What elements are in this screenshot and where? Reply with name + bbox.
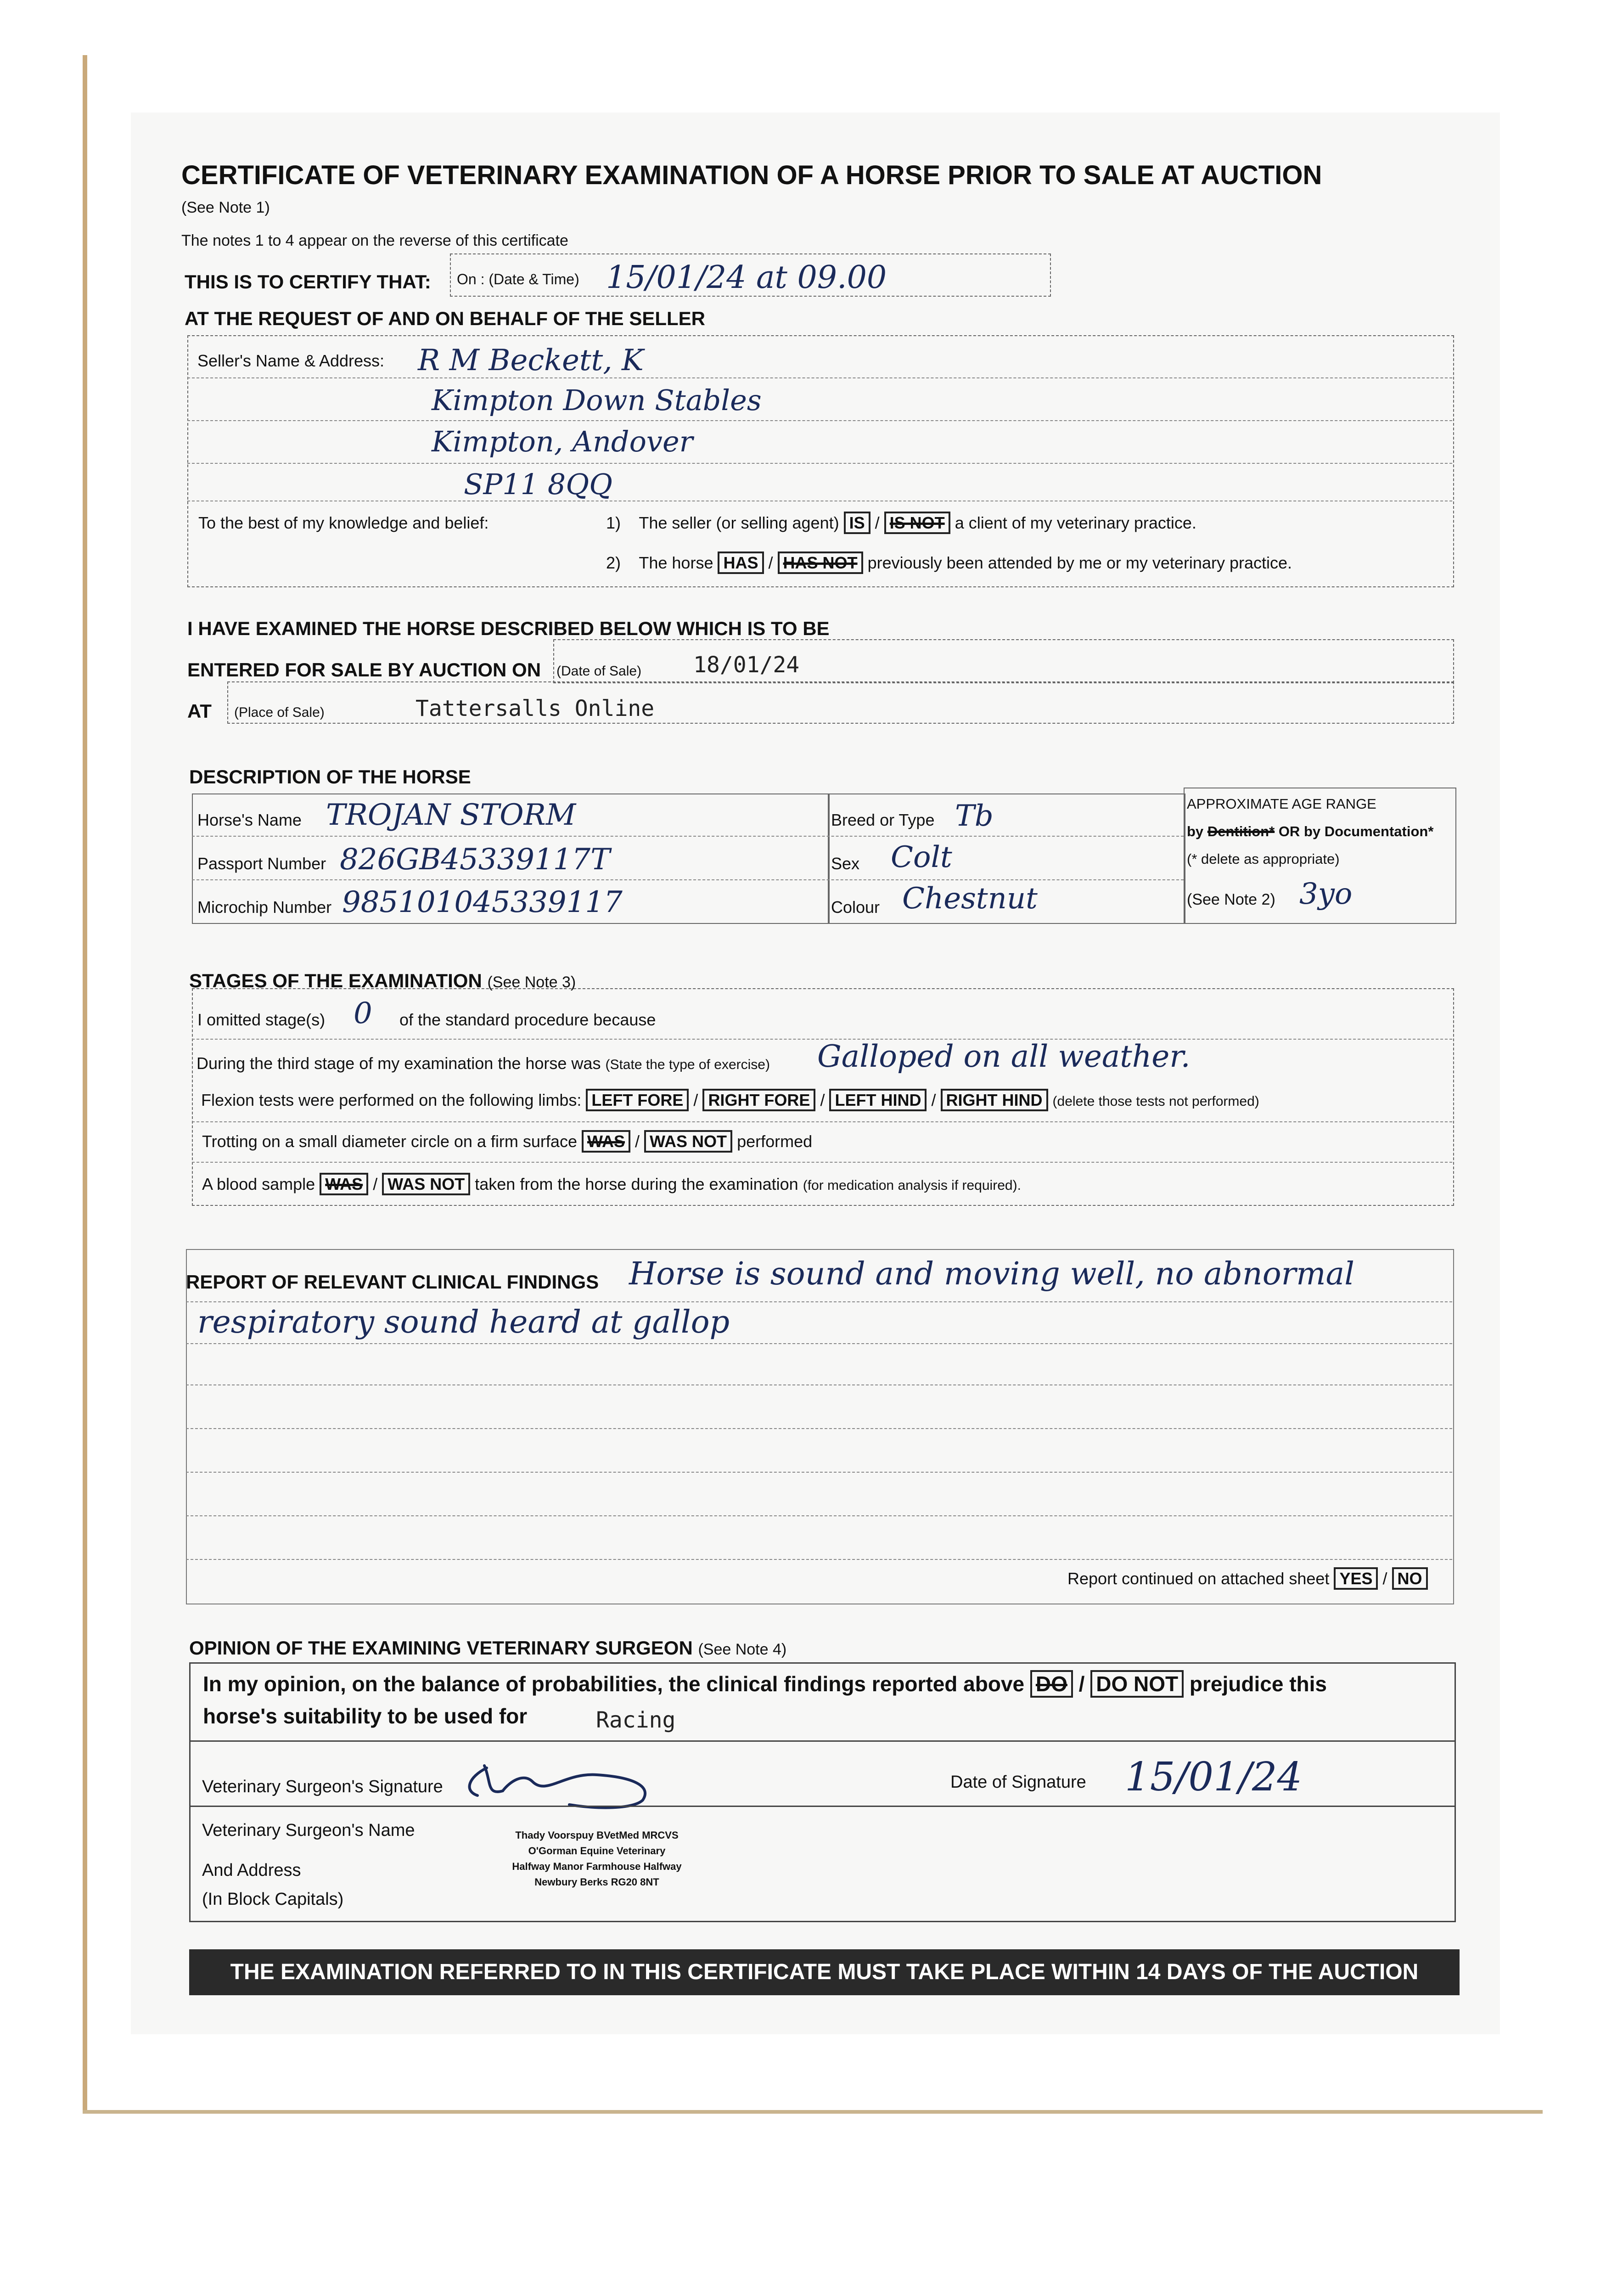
flexion-pre: Flexion tests were performed on the following limbs:	[201, 1091, 582, 1109]
attended-pre: The horse	[639, 553, 713, 572]
stages-title: STAGES OF THE EXAMINATION	[189, 970, 482, 991]
passport-value: 826GB45339117T	[340, 843, 610, 877]
opinion-statement	[203, 1671, 1327, 1696]
rule	[186, 1428, 1452, 1429]
separator: /	[768, 553, 773, 572]
opinion-title: OPINION OF THE EXAMINING VETERINARY SURGEON	[189, 1637, 693, 1659]
opinion-heading	[189, 1637, 786, 1659]
rule	[186, 1515, 1452, 1516]
third-stage-small: (State the type of exercise)	[605, 1057, 770, 1072]
sex-label: Sex	[831, 854, 860, 873]
rule	[189, 1740, 1456, 1742]
rule	[186, 1343, 1452, 1344]
attended-post: previously been attended by me or my veterinary practice.	[867, 553, 1292, 572]
age-or: OR	[1278, 823, 1300, 839]
vet-signature	[459, 1754, 661, 1814]
rule	[192, 836, 1184, 837]
report-continued	[1067, 1569, 1428, 1588]
breed-value: Tb	[955, 799, 994, 833]
trotting-was-not: WAS NOT	[644, 1130, 732, 1153]
rule	[186, 1301, 1452, 1302]
option-yes: YES	[1334, 1567, 1378, 1590]
client-post: a client of my veterinary practice.	[955, 513, 1196, 532]
flexion-post: (delete those tests not performed)	[1052, 1094, 1259, 1109]
entered-label: ENTERED FOR SALE BY AUCTION ON	[187, 659, 541, 681]
third-stage-value: Galloped on all weather.	[817, 1039, 1191, 1074]
knowledge-label: To the best of my knowledge and belief:	[198, 513, 489, 532]
rule	[187, 463, 1452, 464]
scan-edge-left	[83, 55, 87, 2112]
rule	[192, 1162, 1452, 1163]
separator: /	[931, 1091, 936, 1109]
report-line-1: Horse is sound and moving well, no abnormal	[629, 1256, 1354, 1292]
blood-post: taken from the horse during the examination	[475, 1175, 798, 1193]
sex-value: Colt	[891, 840, 952, 874]
horse-name-label: Horse's Name	[197, 810, 302, 829]
place-of-sale-field	[227, 681, 1454, 724]
option-do-not: DO NOT	[1090, 1670, 1184, 1698]
flexion-row	[201, 1091, 1259, 1110]
age-by: by	[1187, 823, 1204, 839]
vet-name-label: Veterinary Surgeon's Name	[202, 1821, 415, 1840]
rule	[192, 879, 1184, 880]
separator: /	[820, 1091, 825, 1109]
third-stage-label	[197, 1054, 770, 1073]
opinion-post: prejudice this	[1189, 1672, 1327, 1696]
blood-was-not: WAS NOT	[382, 1173, 470, 1195]
date-of-sale-label: (Date of Sale)	[556, 664, 642, 679]
notes-line: The notes 1 to 4 appear on the reverse of this certificate	[181, 232, 568, 249]
rule	[186, 1472, 1452, 1473]
date-of-sale-value: 18/01/24	[693, 652, 800, 678]
seller-line-1: R M Beckett, K	[418, 343, 644, 377]
document-title: CERTIFICATE OF VETERINARY EXAMINATION OF A HORSE PRIOR TO SALE AT AUCTION	[181, 160, 1322, 190]
age-documentation: by Documentation*	[1303, 823, 1434, 839]
flexion-left-fore: LEFT FORE	[586, 1089, 689, 1111]
breed-label: Breed or Type	[831, 810, 935, 829]
blood-row	[202, 1175, 1021, 1194]
age-dentition: Dentition*	[1207, 823, 1275, 839]
item-number: 1)	[606, 513, 621, 532]
client-statement	[606, 513, 1196, 533]
colour-value: Chestnut	[902, 882, 1038, 916]
separator: /	[875, 513, 880, 532]
microchip-label: Microchip Number	[197, 898, 332, 917]
blood-pre: A blood sample	[202, 1175, 315, 1193]
colour-label: Colour	[831, 898, 880, 917]
option-no: NO	[1392, 1567, 1428, 1590]
separator: /	[693, 1091, 698, 1109]
flexion-right-fore: RIGHT FORE	[702, 1089, 815, 1111]
date-time-value: 15/01/24 at 09.00	[606, 259, 887, 296]
horse-name-value: TROJAN STORM	[326, 798, 576, 832]
stages-note: (See Note 3)	[487, 974, 576, 991]
place-of-sale-label: (Place of Sale)	[234, 705, 325, 720]
title-note: (See Note 1)	[181, 199, 270, 216]
seller-line-2: Kimpton Down Stables	[432, 383, 762, 417]
seller-box	[187, 335, 1454, 587]
trotting-was: WAS	[582, 1130, 630, 1153]
seller-line-4: SP11 8QQ	[464, 467, 612, 501]
trotting-post: performed	[737, 1132, 813, 1151]
omitted-post: of the standard procedure because	[399, 1010, 656, 1029]
stamp-line: Newbury Berks RG20 8NT	[534, 1876, 659, 1888]
client-pre: The seller (or selling agent)	[639, 513, 839, 532]
flexion-right-hind: RIGHT HIND	[941, 1089, 1048, 1111]
place-of-sale-value: Tattersalls Online	[416, 696, 655, 721]
opinion-note: (See Note 4)	[698, 1641, 787, 1658]
rule	[186, 1384, 1452, 1385]
passport-label: Passport Number	[197, 854, 326, 873]
vet-stamp	[487, 1828, 707, 1890]
report-line-2: respiratory sound heard at gallop	[197, 1304, 730, 1340]
item-number: 2)	[606, 553, 621, 572]
date-of-sale-field	[553, 639, 1454, 683]
report-heading: REPORT OF RELEVANT CLINICAL FINDINGS	[186, 1271, 599, 1293]
blood-was: WAS	[320, 1173, 368, 1195]
stamp-line: Halfway Manor Farmhouse Halfway	[512, 1861, 682, 1872]
age-see-note: (See Note 2)	[1187, 891, 1275, 908]
attended-statement	[606, 553, 1292, 573]
report-continued-label: Report continued on attached sheet	[1067, 1569, 1330, 1588]
rule	[192, 1121, 1452, 1122]
examined-label: I HAVE EXAMINED THE HORSE DESCRIBED BELOW WHICH IS TO BE	[187, 618, 830, 639]
block-capitals-label: (In Block Capitals)	[202, 1890, 344, 1909]
certify-label: THIS IS TO CERTIFY THAT:	[185, 271, 431, 293]
description-heading: DESCRIPTION OF THE HORSE	[189, 766, 471, 788]
option-is: IS	[844, 512, 870, 534]
suitability-value: Racing	[596, 1707, 676, 1733]
separator: /	[373, 1175, 378, 1193]
seller-label: Seller's Name & Address:	[197, 351, 385, 370]
date-signature-label: Date of Signature	[950, 1773, 1086, 1792]
footer-banner: THE EXAMINATION REFERRED TO IN THIS CERTIFICATE MUST TAKE PLACE WITHIN 14 DAYS OF THE AUCTION	[189, 1949, 1460, 1995]
separator: /	[635, 1132, 640, 1151]
omitted-value: 0	[354, 996, 372, 1030]
trotting-row	[202, 1132, 812, 1151]
third-stage-pre: During the third stage of my examination the horse was	[197, 1054, 601, 1073]
stamp-line: O'Gorman Equine Veterinary	[528, 1845, 666, 1857]
separator: /	[1078, 1672, 1085, 1696]
rule	[186, 1559, 1452, 1560]
age-heading: APPROXIMATE AGE RANGE	[1187, 796, 1376, 812]
suitability-label: horse's suitability to be used for	[203, 1704, 528, 1728]
age-options	[1187, 823, 1433, 840]
blood-small: (for medication analysis if required).	[803, 1178, 1021, 1193]
rule	[189, 1806, 1456, 1807]
age-value: 3yo	[1299, 877, 1353, 911]
option-do: DO	[1030, 1670, 1073, 1698]
seller-line-3: Kimpton, Andover	[432, 425, 693, 458]
report-box	[186, 1249, 1454, 1604]
microchip-value: 985101045339117	[342, 885, 623, 919]
omitted-label: I omitted stage(s)	[197, 1010, 326, 1029]
at-label: AT	[187, 700, 212, 722]
scan-edge-bottom	[83, 2110, 1543, 2114]
opinion-pre: In my opinion, on the balance of probabilities, the clinical findings reported above	[203, 1672, 1025, 1696]
flexion-left-hind: LEFT HIND	[829, 1089, 927, 1111]
request-label: AT THE REQUEST OF AND ON BEHALF OF THE SELLER	[185, 308, 705, 329]
option-has: HAS	[718, 551, 764, 574]
stamp-line: Thady Voorspuy BVetMed MRCVS	[515, 1829, 679, 1841]
signature-label: Veterinary Surgeon's Signature	[202, 1777, 443, 1796]
date-time-label: On : (Date & Time)	[457, 271, 579, 287]
trotting-pre: Trotting on a small diameter circle on a firm surface	[202, 1132, 577, 1151]
option-is-not: IS NOT	[884, 512, 950, 534]
option-has-not: HAS NOT	[778, 551, 863, 574]
address-label: And Address	[202, 1861, 301, 1880]
age-delete-note: (* delete as appropriate)	[1187, 851, 1340, 867]
date-signature-value: 15/01/24	[1125, 1754, 1303, 1800]
rule	[187, 377, 1452, 378]
rule	[187, 420, 1452, 421]
separator: /	[1382, 1569, 1387, 1588]
